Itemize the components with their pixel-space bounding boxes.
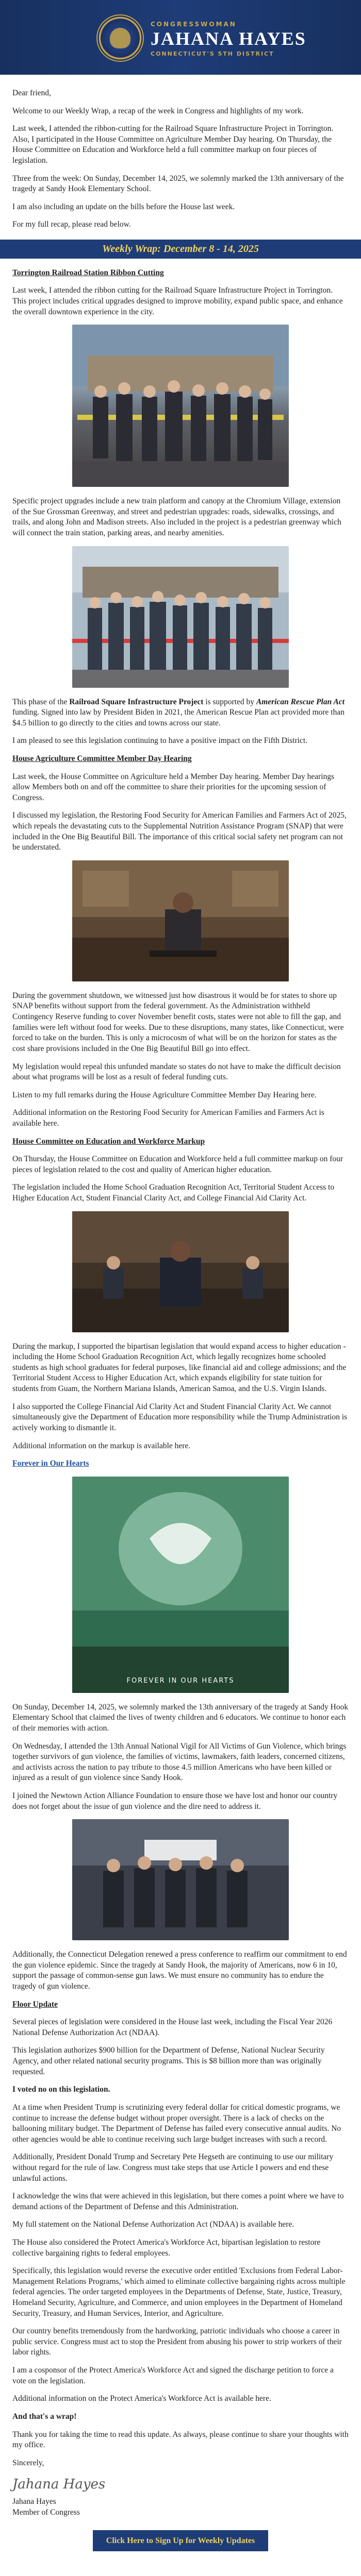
section-title-agriculture: House Agriculture Committee Member Day Hearing: [12, 754, 192, 763]
paragraph: I discussed my legislation, the Restoring Food Security for American Families and Farmers Act of 2025, which repeals the devastating cuts to the Supplemental Nutrition Assistance Program (SNAP) that were included in the One Big Beautiful Bill. The importance of this critical social safety net program can not be understated.: [12, 811, 347, 852]
weekly-wrap-banner: Weekly Wrap: December 8 - 14, 2025: [0, 240, 361, 259]
paragraph: Specifically, this legislation would reverse the executive order entitled 'Exclusions from Federal Labor-Management Relations Programs,' which aimed to eliminate collective bargaining rights across multiple federal agencies. The order targeted employees in the Departments of Defense, State, Justice, Treasury, Homeland Security, Agriculture, and Commerce, and union employees in the Department of Homeland Security, Treasury, and Human Services, Interior, and Agriculture.: [12, 2266, 346, 2318]
signature: Jahana Hayes: [12, 2477, 106, 2493]
paragraph: Additional information on the Restoring Food Security for American Families and Farmers Act is available here.: [12, 1108, 324, 1128]
paragraph: Several pieces of legislation were considered in the House last week, including the Fiscal Year 2026 National Defense Authorization Act (NDAA).: [12, 2018, 333, 2037]
intro-paragraph: For my full recap, please read below.: [12, 220, 131, 229]
paragraph: My full statement on the National Defense Authorization Act (NDAA) is available here.: [12, 2220, 294, 2229]
section-title-railroad: Torrington Railroad Station Ribbon Cutting: [12, 268, 164, 277]
signoff: Sincerely,: [12, 2458, 44, 2467]
paragraph: I also supported the College Financial Aid Clarity Act and Student Financial Clarity Act. We cannot simultaneously give the Department of Education more responsibility while the Trump Administration is actively working to dismantle it.: [12, 1402, 348, 1432]
section-title-sandyhook: Forever in Our Hearts: [12, 1459, 89, 1468]
vigil-photo: [72, 1819, 289, 1940]
signer-title: Member of Congress: [12, 2507, 80, 2517]
member-day-hearing-photo: [72, 860, 289, 981]
paragraph: At a time when President Trump is scrutinizing every federal dollar for critical domestic programs, we continue to increase the defense budget without proper oversight. There is a lack of checks on the ballooning military budget. The Department of Defense has failed every consecutive annual audits. No other agencies would be able to continue receiving such large budget increases with such a record.: [12, 2103, 341, 2144]
paragraph: Listen to my full remarks during the House Agriculture Committee Member Day Hearing here.: [12, 1090, 317, 1099]
paragraph: On Wednesday, I attended the 13th Annual National Vigil for All Victims of Gun Violence, which brings together survivors of gun violence, the families of victims, lawmakers, faith leaders, concerned citizens, and activists across the nation to pay tribute to those 4.5 million Americans who have been killed or injured as a result of gun violence since Sandy Hook.: [12, 1741, 347, 1783]
paragraph: I am a cosponsor of the Protect America's Workforce Act and signed the discharge petition to force a vote on the legislation.: [12, 2366, 334, 2385]
header-district: CONNECTICUT'S 5TH DISTRICT: [151, 50, 274, 57]
newsletter-body: [0, 75, 361, 2551]
paragraph: Additional information on the markup is available here.: [12, 1441, 191, 1450]
intro-paragraph: Three from the week: On Sunday, December 14, 2025, we solemnly marked the 13th anniversary of the tragedy at Sandy Hook Elementary School.: [12, 174, 344, 194]
forever-in-our-hearts-photo: [72, 1477, 289, 1693]
intro-paragraph: Welcome to our Weekly Wrap, a recap of the week in Congress and highlights of my work.: [12, 106, 304, 115]
section-title-floor: Floor Update: [12, 1999, 58, 2009]
paragraph: I acknowledge the wins that were achieved in this legislation, but there comes a point where we have to demand actions of the Department of Defense and this Administration.: [12, 2192, 344, 2211]
intro-paragraph: Last week, I attended the ribbon-cutting for the Railroad Square Infrastructure Project in Torrington. Also, I participated in the House Committee on Agriculture Member Day hearing. On Thursday, the House Committee on Education and Workforce held a full committee markup on four pieces of legislation.: [12, 124, 334, 165]
intro-paragraph: I am also including an update on the bills before the House last week.: [12, 202, 235, 211]
paragraph: I joined the Newtown Action Alliance Foundation to ensure those we have lost and honor our country does not forget about the issue of gun violence and the dire need to address it.: [12, 1791, 338, 1811]
paragraph: During the markup, I supported the bipartisan legislation that would expand access to higher education - including the Home School Graduation Recognition Act, which legally recognizes home schooled students as high school graduates for federal purposes, like financial aid and college admissions; and the Territorial Student Access to Higher Education Act, which expands eligibility for state tuition for students from Guam, the Northern Mariana Islands, American Samoa, and the U.S. Virgin Islands.: [12, 1342, 347, 1394]
paragraph: Specific project upgrades include a new train platform and canopy at the Chromium Village, extension of the Sue Grossman Greenway, and street and pedestrian upgrades: roads, sidewalks, crossings, and trails, and along John and Madison streets. Also included in the project is a pedestrian greenway which will connect the train station, parking areas, and nearby amenities.: [12, 497, 341, 537]
paragraph: On Thursday, the House Committee on Education and Workforce held a full committee markup on four pieces of legislation related to the cost and quality of American higher education.: [12, 1155, 343, 1174]
committee-markup-photo: [72, 1211, 289, 1332]
congress-seal-icon: [96, 14, 144, 62]
header-name: JAHANA HAYES: [151, 28, 306, 49]
paragraph: The House also considered the Protect America's Workforce Act, bipartisan legislation to restore collective bargaining rights to federal employees.: [12, 2238, 321, 2258]
paragraph: Last week, the House Committee on Agriculture held a Member Day hearing. Member Day hearings allow Members both on and off the committee to share their priorities for the upcoming session of Congress.: [12, 772, 335, 802]
ribbon-cutting-group-photo: [72, 546, 289, 688]
paragraph: Last week, I attended the ribbon cutting for the Railroad Square Infrastructure Project in Torrington. This project includes critical upgrades designed to improve mobility, expand public space, and enhance the overall downtown experience in the city.: [12, 286, 343, 316]
paragraph: During the government shutdown, we witnessed just how disastrous it would be for states to shore up SNAP benefits without support from the federal government. As the Administration withheld Contingency Reserve funding to cover November benefit costs, states were not able to fill the gap, and families were left without food for weeks. Due to these disruptions, many states, like Connecticut, were forced to take on the burden. This is only a microcosm of what will be on the horizon for states as the cost share provisions included in the One Big Beautiful Bill go into effect.: [12, 991, 344, 1053]
paragraph: This phase of the Railroad Square Infrastructure Project is supported by American Rescue Plan Act funding. Signed into law by President Biden in 2021, the American Rescue Plan act provided more than $4.5 billion to go directly to the cities and towns across our state.: [12, 697, 345, 727]
photo-caption: FOREVER IN OUR HEARTS: [126, 1677, 235, 1685]
paragraph: Additional information on the Protect America's Workforce Act is available here.: [12, 2394, 271, 2403]
paragraph: My legislation would repeal this unfunded mandate so states do not have to make the difficult decision about what programs will be lost as a result of federal funding cuts.: [12, 1062, 341, 1082]
signer-name: Jahana Hayes: [12, 2497, 56, 2506]
paragraph: I voted no on this legislation.: [12, 2085, 110, 2094]
header-kicker: CONGRESSWOMAN: [151, 21, 237, 28]
paragraph: I am pleased to see this legislation continuing to have a positive impact on the Fifth District.: [12, 736, 308, 745]
paragraph: This legislation authorizes $900 billion for the Department of Defense, National Nuclear Security Agency, and other related national security programs. This is $8 billion more than was originally requested.: [12, 2046, 325, 2076]
paragraph: Additionally, the Connecticut Delegation renewed a press conference to reaffirm our commitment to end the gun violence epidemic. Since the tragedy at Sandy Hook, the majority of Americans, now 6 in 10, support the passage of common-sense gun laws. We must ensure no community has to endure the tragedy of gun violence.: [12, 1950, 347, 1991]
closing-line: Thank you for taking the time to read this update. As always, please continue to share your thoughts with my office.: [12, 2430, 349, 2450]
paragraph: And that's a wrap!: [12, 2412, 77, 2421]
paragraph: Our country benefits tremendously from the hardworking, patriotic individuals who choose a career in public service. Congress must act to stop the President from abusing his power to strip workers of their labor rights.: [12, 2327, 342, 2357]
header-banner: [0, 0, 361, 75]
section-title-education: House Committee on Education and Workforce Markup: [12, 1137, 205, 1146]
greeting: Dear friend,: [12, 89, 51, 97]
paragraph: Additionally, President Donald Trump and Secretary Pete Hegseth are continuing to use our military without regard for the rule of law. Congress must take steps that use Article I powers and end these unlawful actions.: [12, 2153, 334, 2183]
paragraph: The legislation included the Home School Graduation Recognition Act, Territorial Student Access to Higher Education Act, Student Financial Clarity Act, and College Financial Aid Clarity Act.: [12, 1183, 335, 1203]
signup-button[interactable]: Click Here to Sign Up for Weekly Updates: [93, 2530, 268, 2551]
ribbon-cutting-photo: [72, 325, 289, 487]
paragraph: On Sunday, December 14, 2025, we solemnly marked the 13th anniversary of the tragedy at Sandy Hook Elementary School that claimed the lives of twenty children and 6 educators. We continue to honor each of their memories with action.: [12, 1702, 349, 1733]
